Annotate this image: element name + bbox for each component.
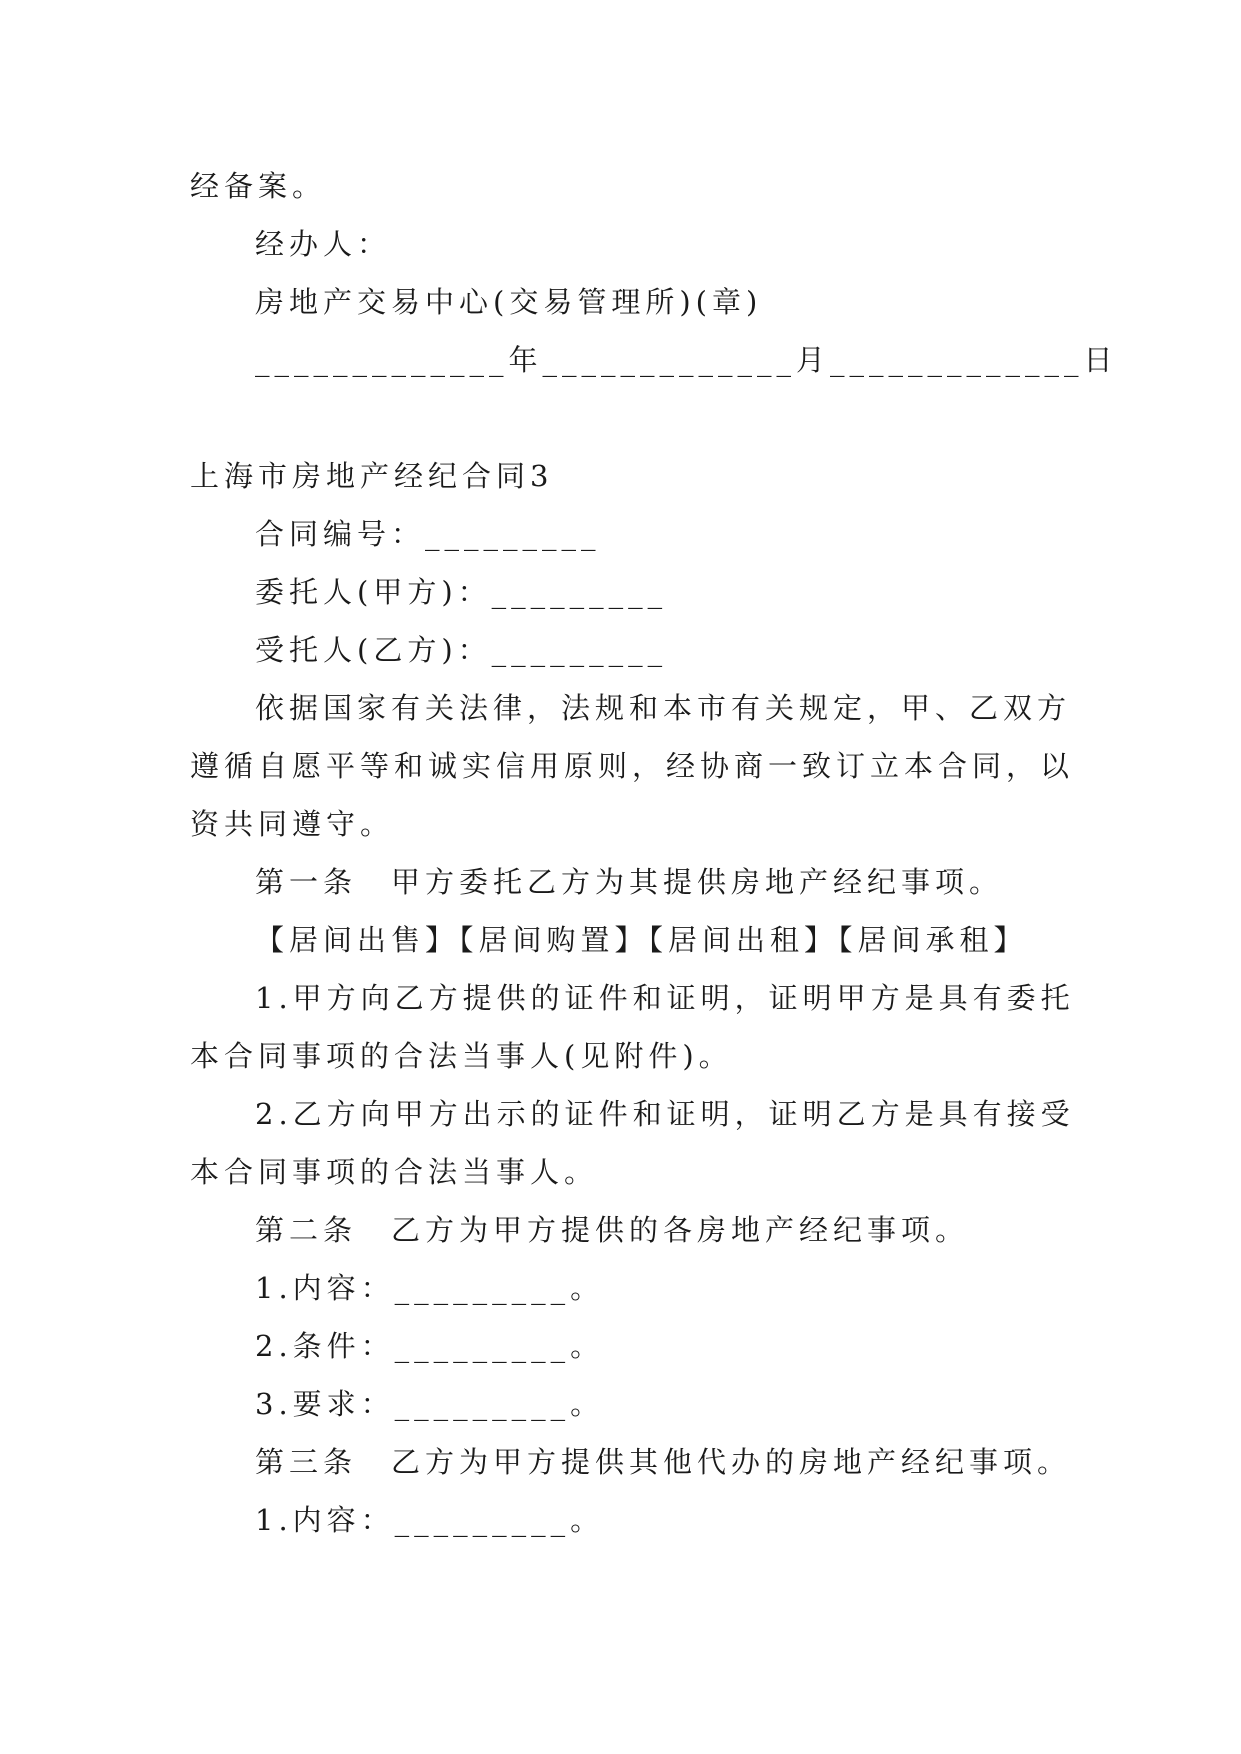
section-title: 上海市房地产经纪合同3 [190, 459, 554, 493]
text-line-party-a: 委托人(甲方)：_________ [255, 575, 668, 609]
article-2-item-requirements: 3.要求：_________。 [255, 1387, 605, 1421]
text-line-center-seal: 房地产交易中心(交易管理所)(章) [255, 285, 763, 319]
paragraph-preamble-line-2: 遵循自愿平等和诚实信用原则，经协商一致订立本合同，以 [190, 749, 1075, 783]
article-1-item-2-line-1: 2.乙方向甲方出示的证件和证明，证明乙方是具有接受 [255, 1097, 1075, 1131]
article-1-item-1-line-1: 1.甲方向乙方提供的证件和证明，证明甲方是具有委托 [255, 981, 1075, 1015]
article-3-item-content: 1.内容：_________。 [255, 1503, 605, 1537]
text-line-party-b: 受托人(乙方)：_________ [255, 633, 668, 667]
text-line-contract-number: 合同编号：_________ [255, 517, 601, 551]
text-line-filing: 经备案。 [190, 169, 327, 203]
article-2-heading: 第二条 乙方为甲方提供的各房地产经纪事项。 [255, 1213, 970, 1247]
article-1-heading: 第一条 甲方委托乙方为其提供房地产经纪事项。 [255, 865, 1004, 899]
article-2-item-conditions: 2.条件：_________。 [255, 1329, 605, 1363]
article-1-options: 【居间出售】【居间购置】【居间出租】【居间承租】 [255, 923, 1028, 957]
article-3-heading: 第三条 乙方为甲方提供其他代办的房地产经纪事项。 [255, 1445, 1072, 1479]
article-1-item-1-line-2: 本合同事项的合法当事人(见附件)。 [190, 1039, 733, 1073]
article-2-item-content: 1.内容：_________。 [255, 1271, 605, 1305]
text-line-date-blanks: _____________年_____________月_____________日 [255, 343, 1118, 377]
text-line-handler: 经办人： [255, 227, 392, 261]
paragraph-preamble-line-1: 依据国家有关法律，法规和本市有关规定，甲、乙双方 [255, 691, 1072, 725]
paragraph-preamble-line-3: 资共同遵守。 [190, 807, 395, 841]
article-1-item-2-line-2: 本合同事项的合法当事人。 [190, 1155, 599, 1189]
